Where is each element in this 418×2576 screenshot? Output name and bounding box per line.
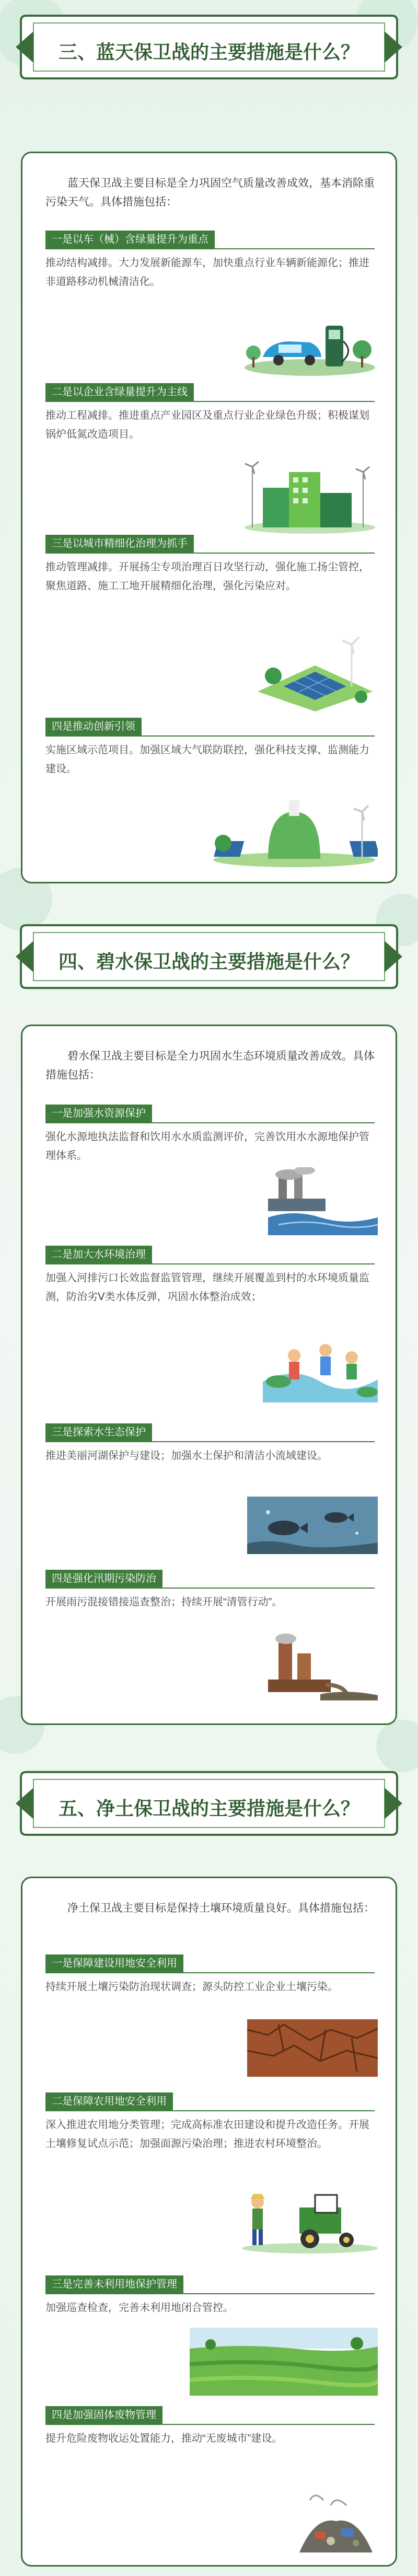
measure-tag: 一是以车（械）含绿量提升为重点 (45, 231, 215, 248)
measure-tag: 四是加强固体废物管理 (45, 2406, 162, 2424)
section-title: 三、蓝天保卫战的主要措施是什么？ (58, 41, 359, 63)
tag-underline (45, 735, 375, 737)
factory-discharge-illustration (268, 1627, 378, 1700)
tag-underline (45, 401, 375, 402)
measures-card (21, 152, 397, 883)
section-title: 五、净土保卫战的主要措施是什么？ (58, 1798, 359, 1819)
tag-underline (45, 2110, 375, 2111)
measures-card (21, 1877, 397, 2567)
waste-pile-illustration (294, 2485, 378, 2563)
measure-text: 推动结构减排。大力发展新能源车，加快重点行业车辆新能源化；推进非道路移动机械清洁化。 (45, 257, 369, 288)
tag-underline (45, 1972, 375, 1973)
measure-tag: 二是保障农用地安全利用 (45, 2092, 173, 2110)
measure-tag: 三是完善未利用地保护管理 (45, 2275, 183, 2293)
water-pollution-illustration (268, 1167, 378, 1235)
measure-tag: 二是加大水环境治理 (45, 1246, 152, 1263)
measure-tag: 一是保障建设用地安全利用 (45, 1954, 183, 1972)
river-cleanup-illustration (263, 1329, 378, 1402)
measure-tag: 四是强化汛期污染防治 (45, 1570, 162, 1588)
measures-card (21, 1025, 397, 1725)
measure-text: 持续开展土壤污染防治现状调查；源头防控工业企业土壤污染。 (45, 1981, 338, 1993)
measure-text: 推进美丽河湖保护与建设；加强水土保护和清洁小流域建设。 (45, 1450, 328, 1462)
green-field-illustration (190, 2328, 378, 2396)
ev-charging-illustration (242, 305, 378, 378)
cracked-soil-illustration (247, 2019, 378, 2077)
measure-tag: 三是以城市精细化治理为抓手 (45, 535, 194, 553)
intro-text: 蓝天保卫战主要目标是全力巩固空气质量改善成效，基本消除重污染天气。具体措施包括： (45, 177, 375, 208)
measure-tag: 二是以企业含绿量提升为主线 (45, 383, 194, 401)
measure-text: 推动管理减排。开展扬尘专项治理百日攻坚行动，强化施工扬尘管控，聚焦道路、施工工地开展精细化治理，强化污染应对。 (45, 561, 369, 592)
measure-text: 推动工程减排。推进重点产业园区及重点行业企业绿色升级；积极谋划锅炉低氮改造项目。 (45, 410, 369, 440)
measure-text: 提升危险废物收运处置能力，推动“无废城市”建设。 (45, 2433, 283, 2444)
intro-text: 碧水保卫战主要目标是全力巩固水生态环境质量改善成效。具体措施包括： (45, 1050, 375, 1081)
tag-underline (45, 1263, 375, 1264)
section-clean-soil (0, 1746, 418, 2576)
tag-underline (45, 1122, 375, 1123)
farmer-tractor-illustration (237, 2181, 378, 2255)
tag-underline (45, 1441, 375, 1442)
section-title-frame (16, 920, 402, 993)
tag-underline (45, 553, 375, 554)
intro-text: 净土保卫战主要目标是保持土壤环境质量良好。具体措施包括： (67, 1902, 375, 1914)
measure-text: 强化水源地执法监督和饮用水水质监测评价，完善饮用水水源地保护管理体系。 (45, 1131, 369, 1162)
clean-energy-illustration (211, 791, 378, 869)
measure-tag: 三是探索水生态保护 (45, 1423, 152, 1441)
polluted-water-fish-illustration (247, 1497, 378, 1554)
section-title: 四、碧水保卫战的主要措施是什么？ (58, 951, 359, 972)
measure-text: 加强巡查检查，完善未利用地闭合管控。 (45, 2302, 234, 2314)
solar-city-illustration (252, 624, 378, 712)
section-title-frame (16, 10, 402, 84)
measure-tag: 一是加强水资源保护 (45, 1105, 152, 1122)
measure-text: 深入推进农用地分类管理；完成高标准农田建设和提升改造任务。开展土壤修复试点示范；加强面源污染治理；推进农村环境整治。 (45, 2119, 369, 2149)
measure-tag: 四是推动创新引领 (45, 718, 142, 735)
measure-text: 加强入河排污口长效监督监管管理，继续开展覆盖到村的水环境质量监测，防治劣Ⅴ类水体反弹，巩固水体整治成效； (45, 1272, 369, 1303)
tag-underline (45, 2293, 375, 2294)
section-blue-sky (0, 0, 418, 889)
section-title-frame (16, 1767, 402, 1840)
measure-text: 实施区域示范项目。加强区域大气联防联控，强化科技支撑、监测能力建设。 (45, 744, 369, 775)
section-clear-water (0, 889, 418, 1746)
tag-underline (45, 248, 375, 249)
measure-text: 开展雨污混接错接巡查整治；持续开展“清管行动”。 (45, 1596, 283, 1608)
green-industry-illustration (242, 456, 378, 535)
tag-underline (45, 2424, 375, 2425)
tag-underline (45, 1588, 375, 1589)
